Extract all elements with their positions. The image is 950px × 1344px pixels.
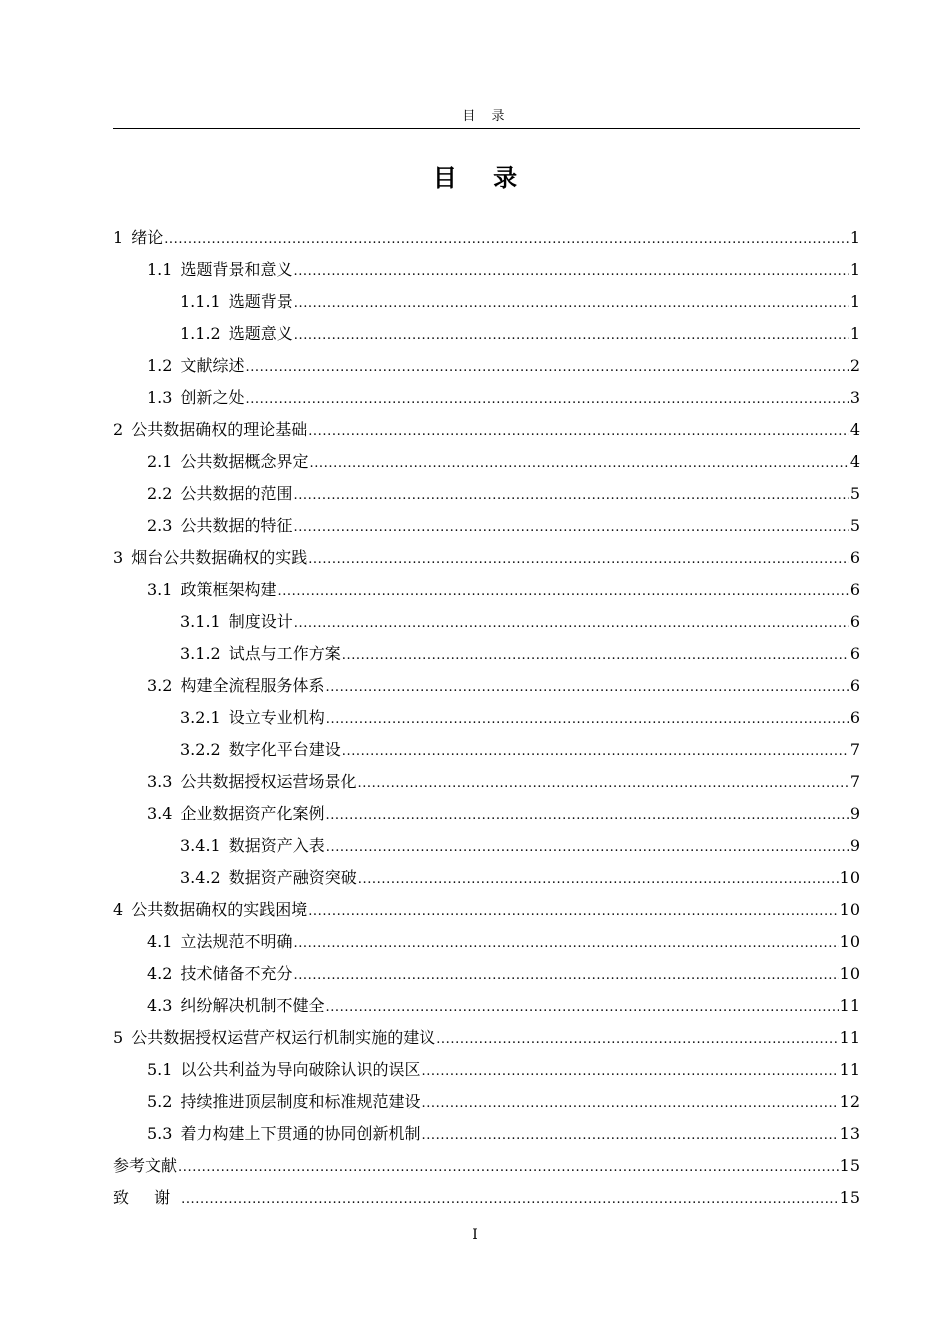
toc-dot-leader bbox=[308, 894, 838, 926]
toc-entry-number: 3.1.2 bbox=[180, 644, 221, 663]
header-rule bbox=[113, 128, 860, 129]
toc-entry-number: 1.1 bbox=[147, 260, 173, 279]
toc-entry-number: 4.3 bbox=[147, 996, 173, 1015]
toc-entry[interactable] bbox=[113, 318, 860, 350]
toc-title: 目 录 bbox=[432, 164, 532, 192]
toc-dot-leader bbox=[436, 1022, 838, 1054]
toc-entry-number: 3.4.2 bbox=[180, 868, 221, 887]
toc-entry[interactable] bbox=[113, 1150, 860, 1182]
toc-entry-page: 6 bbox=[849, 548, 860, 567]
toc-entry-title: 企业数据资产化案例 bbox=[180, 804, 325, 823]
toc-entry[interactable] bbox=[113, 894, 860, 926]
running-header: 目 录 bbox=[462, 109, 511, 124]
toc-entry[interactable] bbox=[113, 1022, 860, 1054]
toc-entry-number: 1.1.1 bbox=[180, 292, 221, 311]
toc-entry[interactable] bbox=[113, 286, 860, 318]
toc-entry-title: 以公共利益为导向破除认识的误区 bbox=[180, 1060, 421, 1079]
toc-entry-title: 试点与工作方案 bbox=[228, 644, 341, 663]
toc-entry-page: 11 bbox=[839, 1060, 860, 1079]
toc-entry-page: 4 bbox=[849, 452, 860, 471]
toc-entry-page: 11 bbox=[839, 996, 860, 1015]
toc-dot-leader bbox=[181, 1182, 839, 1214]
toc-dot-leader bbox=[277, 574, 848, 606]
toc-dot-leader bbox=[293, 926, 838, 958]
toc-dot-leader bbox=[325, 990, 838, 1022]
toc-entry-page: 11 bbox=[839, 1028, 860, 1047]
toc-dot-leader bbox=[309, 446, 848, 478]
toc-entry[interactable] bbox=[113, 542, 860, 574]
toc-entry-page: 6 bbox=[849, 708, 860, 727]
toc-entry-page: 6 bbox=[849, 644, 860, 663]
toc-dot-leader bbox=[294, 286, 849, 318]
toc-entry-title: 公共数据授权运营产权运行机制实施的建议 bbox=[131, 1028, 436, 1047]
toc-dot-leader bbox=[245, 350, 848, 382]
toc-entry[interactable] bbox=[113, 862, 860, 894]
toc-entry[interactable] bbox=[113, 1118, 860, 1150]
toc-entry-number: 2.2 bbox=[147, 484, 173, 503]
toc-entry-title: 公共数据授权运营场景化 bbox=[180, 772, 357, 791]
toc-entry-page: 6 bbox=[849, 580, 860, 599]
toc-entry-page: 3 bbox=[849, 388, 860, 407]
toc-entry-title: 数字化平台建设 bbox=[228, 740, 341, 759]
toc-entry-number: 2 bbox=[113, 420, 124, 439]
toc-dot-leader bbox=[164, 222, 849, 254]
toc-entry[interactable] bbox=[113, 926, 860, 958]
toc-entry[interactable] bbox=[113, 990, 860, 1022]
toc-entry-title: 选题意义 bbox=[228, 324, 293, 343]
toc-entry-title: 立法规范不明确 bbox=[180, 932, 293, 951]
toc-entry[interactable] bbox=[113, 478, 860, 510]
toc-dot-leader bbox=[357, 766, 848, 798]
toc-entry-title: 制度设计 bbox=[228, 612, 293, 631]
toc-entry-page: 1 bbox=[849, 260, 860, 279]
toc-entry-number: 3.4.1 bbox=[180, 836, 221, 855]
toc-entry[interactable] bbox=[113, 702, 860, 734]
toc-entry-page: 7 bbox=[849, 772, 860, 791]
toc-entry-page: 6 bbox=[849, 676, 860, 695]
toc-entry-page: 5 bbox=[849, 516, 860, 535]
toc-dot-leader bbox=[308, 414, 849, 446]
toc-dot-leader bbox=[325, 670, 848, 702]
toc-entry-page: 6 bbox=[849, 612, 860, 631]
toc-entry-title: 公共数据确权的理论基础 bbox=[131, 420, 308, 439]
toc-entry-number: 2.3 bbox=[147, 516, 173, 535]
page-number: I bbox=[472, 1227, 478, 1243]
toc-entry-number: 1.3 bbox=[147, 388, 173, 407]
toc-entry-number: 3.2.1 bbox=[180, 708, 221, 727]
toc-entry-title: 文献综述 bbox=[180, 356, 245, 375]
toc-entry[interactable] bbox=[113, 254, 860, 286]
toc-entry-page: 7 bbox=[849, 740, 860, 759]
toc-dot-leader bbox=[326, 830, 849, 862]
toc-entry-title: 致 谢 bbox=[113, 1188, 181, 1207]
toc-entry-title: 公共数据的特征 bbox=[180, 516, 293, 535]
toc-entry-page: 13 bbox=[839, 1124, 860, 1143]
toc-dot-leader bbox=[421, 1086, 838, 1118]
toc-dot-leader bbox=[293, 254, 848, 286]
toc-entry-title: 政策框架构建 bbox=[180, 580, 277, 599]
toc-entry[interactable] bbox=[113, 958, 860, 990]
toc-entry[interactable] bbox=[113, 382, 860, 414]
toc-entry-title: 创新之处 bbox=[180, 388, 245, 407]
toc-entry-number: 1 bbox=[113, 228, 124, 247]
toc-entry-page: 9 bbox=[849, 804, 860, 823]
toc-entry-title: 着力构建上下贯通的协同创新机制 bbox=[180, 1124, 421, 1143]
toc-dot-leader bbox=[245, 382, 848, 414]
toc-entry[interactable] bbox=[113, 766, 860, 798]
toc-entry-number: 5.3 bbox=[147, 1124, 173, 1143]
toc-entry[interactable] bbox=[113, 798, 860, 830]
toc-entry-number: 3.2 bbox=[147, 676, 173, 695]
toc-entry-number: 4 bbox=[113, 900, 124, 919]
toc-dot-leader bbox=[294, 606, 849, 638]
toc-entry-number: 5.1 bbox=[147, 1060, 173, 1079]
toc-entry-title: 选题背景 bbox=[228, 292, 293, 311]
toc-entry-page: 4 bbox=[849, 420, 860, 439]
toc-entry-number: 3.4 bbox=[147, 804, 173, 823]
toc-dot-leader bbox=[342, 734, 849, 766]
toc-entry[interactable] bbox=[113, 734, 860, 766]
toc-dot-leader bbox=[293, 478, 848, 510]
toc-dot-leader bbox=[293, 958, 838, 990]
toc-entry[interactable] bbox=[113, 1182, 860, 1214]
toc-entry-page: 10 bbox=[839, 868, 860, 887]
toc-entry[interactable] bbox=[113, 574, 860, 606]
toc-entry[interactable] bbox=[113, 830, 860, 862]
toc-dot-leader bbox=[293, 510, 848, 542]
toc-entry-title: 绪论 bbox=[131, 228, 164, 247]
toc-entry-page: 5 bbox=[849, 484, 860, 503]
toc-entry-number: 3.1 bbox=[147, 580, 173, 599]
toc-entry-number: 5 bbox=[113, 1028, 124, 1047]
toc-entry-page: 2 bbox=[849, 356, 860, 375]
toc-entry-title: 数据资产入表 bbox=[228, 836, 325, 855]
toc-dot-leader bbox=[421, 1118, 838, 1150]
toc-dot-leader bbox=[178, 1150, 839, 1182]
toc-dot-leader bbox=[294, 318, 849, 350]
toc-dot-leader bbox=[421, 1054, 838, 1086]
toc-entry[interactable] bbox=[113, 446, 860, 478]
toc-entry-title: 公共数据确权的实践困境 bbox=[131, 900, 308, 919]
toc-entry-page: 1 bbox=[849, 292, 860, 311]
toc-entry-page: 10 bbox=[839, 932, 860, 951]
toc-dot-leader bbox=[308, 542, 849, 574]
toc-entry[interactable] bbox=[113, 510, 860, 542]
toc-entry-number: 1.2 bbox=[147, 356, 173, 375]
toc-entry-page: 10 bbox=[839, 900, 860, 919]
toc-entry-title: 烟台公共数据确权的实践 bbox=[131, 548, 308, 567]
toc-entry-number: 2.1 bbox=[147, 452, 173, 471]
toc-entry-number: 4.1 bbox=[147, 932, 173, 951]
toc-entry-page: 10 bbox=[839, 964, 860, 983]
toc-entry-number: 3.3 bbox=[147, 772, 173, 791]
toc-entry[interactable] bbox=[113, 414, 860, 446]
toc-entry-title: 公共数据概念界定 bbox=[180, 452, 309, 471]
toc-entry-page: 1 bbox=[849, 228, 860, 247]
toc-entry-title: 构建全流程服务体系 bbox=[180, 676, 325, 695]
toc-entry-number: 3 bbox=[113, 548, 124, 567]
toc-entry-title: 持续推进顶层制度和标准规范建设 bbox=[180, 1092, 421, 1111]
toc-entry[interactable] bbox=[113, 1086, 860, 1118]
toc-entry[interactable] bbox=[113, 350, 860, 382]
toc-entry[interactable] bbox=[113, 638, 860, 670]
toc-entry-number: 4.2 bbox=[147, 964, 173, 983]
toc-entry-page: 15 bbox=[839, 1188, 860, 1207]
toc-entry-title: 选题背景和意义 bbox=[180, 260, 293, 279]
toc-entry-title: 数据资产融资突破 bbox=[228, 868, 357, 887]
toc-entry-title: 参考文献 bbox=[113, 1156, 178, 1175]
toc-entry-number: 5.2 bbox=[147, 1092, 173, 1111]
toc-list bbox=[113, 222, 860, 1214]
toc-entry-page: 15 bbox=[839, 1156, 860, 1175]
toc-entry-number: 3.1.1 bbox=[180, 612, 221, 631]
toc-entry-page: 9 bbox=[849, 836, 860, 855]
toc-dot-leader bbox=[358, 862, 839, 894]
toc-entry[interactable] bbox=[113, 606, 860, 638]
toc-entry-number: 1.1.2 bbox=[180, 324, 221, 343]
toc-dot-leader bbox=[326, 702, 849, 734]
toc-dot-leader bbox=[325, 798, 848, 830]
toc-entry[interactable] bbox=[113, 1054, 860, 1086]
toc-entry-page: 1 bbox=[849, 324, 860, 343]
toc-entry-page: 12 bbox=[839, 1092, 860, 1111]
toc-entry[interactable] bbox=[113, 670, 860, 702]
toc-entry-title: 设立专业机构 bbox=[228, 708, 325, 727]
toc-entry-title: 公共数据的范围 bbox=[180, 484, 293, 503]
toc-entry-number: 3.2.2 bbox=[180, 740, 221, 759]
toc-entry[interactable] bbox=[113, 222, 860, 254]
toc-entry-title: 纠纷解决机制不健全 bbox=[180, 996, 325, 1015]
toc-entry-title: 技术储备不充分 bbox=[180, 964, 293, 983]
toc-dot-leader bbox=[342, 638, 849, 670]
